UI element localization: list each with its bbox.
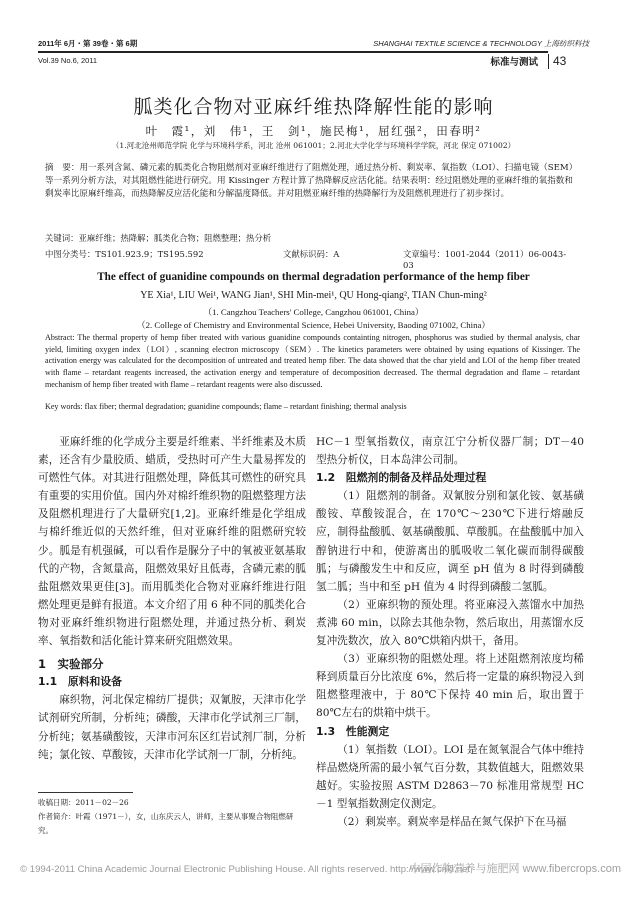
author-bio: 作者简介：叶霞（1971－），女，山东庆云人，讲师，主要从事聚合物阻燃研究。 <box>38 812 294 835</box>
loi-paragraph: （1）氧指数（LOI）。LOI 是在氮氧混合气体中维持样品燃烧所需的最小氧气百分数，其数值越大，阻燃效果越好。实验按照 ASTM D2863－70 标准用常规型 HC－1 型氧指数测定仪测定。 <box>316 743 584 810</box>
subsection-heading: 1.3 性能测定 <box>316 724 390 738</box>
section-heading: 1 实验部分 <box>38 657 104 672</box>
author-list: 叶 霞¹，刘 伟¹，王 剑¹，施民梅¹，屈红强²，田春明² <box>145 124 482 138</box>
header-rule <box>38 51 548 53</box>
paper-title-en: The effect of guanidine compounds on thermal degradation performance of the hemp fiber <box>97 271 530 283</box>
pretreatment-paragraph: （2）亚麻织物的预处理。将亚麻浸入蒸馏水中加热煮沸 60 min，以除去其他杂物，然后取出，用蒸馏水反复冲洗数次，放入 80℃烘箱内烘干，备用。 <box>316 598 584 648</box>
issue-cn: 2011年 6月・第 39卷・第 6期 <box>38 39 138 48</box>
page-number: 43 <box>548 54 566 69</box>
footnote-rule <box>38 792 133 793</box>
clc-number: 中图分类号：TS101.923.9；TS195.592 <box>45 249 204 259</box>
journal-name-en: SHANGHAI TEXTILE SCIENCE & TECHNOLOGY 上海纺织科技 <box>373 39 589 48</box>
subsection-heading: 1.2 阻燃剂的制备及样品处理过程 <box>316 471 487 485</box>
affiliation: （1.河北沧州师范学院 化学与环境科学系，河北 沧州 061001；2.河北大学化学与环境科学学院，河北 保定 071002） <box>111 141 516 150</box>
preparation-paragraph: （1）阻燃剂的制备。双氰胺分别和氯化铵、氨基磺酸铵、草酸铵混合，在 170℃～230℃下进行熔融反应，制得盐酸胍、氨基磺酸胍、草酸胍。在盐酸胍中加入醇钠进行中和，使游离出的胍吸收二氧化碳而制得碳酸胍；与磷酸发生中和反应，调至 pH 值为 8 时得到磷酸氢二胍；当中和至 pH 值为 4 时得到磷酸二氢胍。 <box>316 490 584 593</box>
issue-en: Vol.39 No.6, 2011 <box>38 56 98 65</box>
treatment-paragraph: （3）亚麻织物的阻燃处理。将上述阻燃剂浓度均稀释到质量百分比浓度 6%，然后将一定量的麻织物浸入到阻燃整理液中，于 80℃下保持 40 min 后，取出置于 80℃左右的烘箱中烘干。 <box>316 653 584 720</box>
keywords-cn <box>45 232 573 245</box>
keywords-cn-text: 关键词：亚麻纤维；热降解；胍类化合物；阻燃整理；热分析 <box>45 233 272 243</box>
article-number: 文章编号：1001-2044（2011）06-0043-03 <box>403 249 567 270</box>
char-yield-paragraph: （2）剩炭率。剩炭率是样品在氮气保护下在马福 <box>337 815 567 828</box>
equipment-paragraph: HC－1 型氧指数仪，南京江宁分析仪器厂制；DT－40 型热分析仪，日本岛津公司制。 <box>316 436 584 467</box>
paper-title: 胍类化合物对亚麻纤维热降解性能的影响 <box>133 96 494 118</box>
copyright-text: © 1994-2011 China Academic Journal Electronic Publishing House. All rights reserved. http://www.cnki.net <box>20 864 471 875</box>
section-label: 标准与测试 <box>490 57 538 68</box>
copyright-watermark <box>0 860 627 880</box>
affiliation-en-2: （2. College of Chemistry and Environmental Science, Hebei University, Baoding 071002, China） <box>136 320 491 330</box>
received-date: 收稿日期：2011－02－26 <box>38 798 129 807</box>
document-code: 文献标识码：A <box>283 249 340 259</box>
intro-paragraph: 亚麻纤维的化学成分主要是纤维素、半纤维素及木质素，还含有少量胶质、蜡质，受热时可产生大量易挥发的可燃性气体。对其进行阻燃处理，降低其可燃性的研究具有重要的实用价值。国内外对棉纤维织物的阻燃整理方法及阻燃机理进行了大量研究[1,2]。亚麻纤维是化学组成与棉纤维近似的天然纤维，但对亚麻纤维的阻燃研究较少。胍是有机强碱，可以看作是脲分子中的氧被亚氨基取代的产物，含氮量高，阻燃效果好且低毒，含磷元素的胍盐阻燃效果更佳[3]。而用胍类化合物对亚麻纤维进行阻燃处理更是鲜有报道。本文介绍了用 6 种不同的胍类化合物对亚麻纤维织物进行阻燃处理，并通过热分析、剩炭率、氧指数和活化能计算来研究阻燃效果。 <box>38 436 306 648</box>
site-watermark: 中国作物营养与施肥网 www.fibercrops.com <box>409 863 621 875</box>
author-list-en: YE Xia¹, LIU Wei¹, WANG Jian¹, SHI Min-mei¹, QU Hong-qiang², TIAN Chun-ming² <box>140 290 487 301</box>
affiliation-en-1: （1. Cangzhou Teachers' College, Cangzhou 061001, China） <box>203 307 424 317</box>
body-column-left <box>38 433 306 764</box>
running-header <box>38 38 589 50</box>
abstract-cn: 摘 要：用一系列含氮、磷元素的胍类化合物阻燃剂对亚麻纤维进行了阻燃处理，通过热分析、剩炭率、氧指数（LOI）、扫描电镜（SEM）等一系列分析方法，对其阻燃性能进行研究。用 Kissinger 方程计算了热降解反应活化能。结果表明：经过阻燃处理的亚麻纤维的氧指数和剩炭率比原麻纤维高，而热降解反应活化能和分解温度降低。并对阻燃亚麻纤维的热降解行为及阻燃机理进行了初步探讨。 <box>45 163 573 200</box>
abstract-en: Abstract: The thermal property of hemp fiber treated with various guanidine compounds containting nitrogen, phosphorus was studied by thermal analysis, char yield, limiting oxygen index（LOI）, scanning electron microscopy（SEM）. The kinetics parameters were obtained by using equations of Kissinger. The activation energy was calculated for the decomposition of untreated and treated hemp fiber. The data showed that the char yield and LOI of the hemp fiber treated with flame – retardant reagents increased, the activation energy and temperature of decomposition decreased. The thermal degradation and flame – retardant mechanism of hemp fiber treated with flame – retardant reagents were also discussed. <box>45 333 580 389</box>
subsection-heading: 1.1 原料和设备 <box>38 675 122 689</box>
body-column-right <box>316 433 584 831</box>
materials-paragraph: 麻织物，河北保定棉纺厂提供；双氰胺，天津市化学试剂研究所制，分析纯；磷酸，天津市化学试剂三厂制，分析纯；氨基磺酸铵，天津市河东区红岩试剂厂制，分析纯；氯化铵、草酸铵，天津市化学试剂一厂制，分析纯。 <box>38 694 306 761</box>
running-subheader <box>38 54 548 68</box>
footnote <box>38 796 306 838</box>
classification-row <box>45 248 573 270</box>
keywords-en: Key words: flax fiber; thermal degradation; guanidine compounds; flame – retardant finishing; thermal analysis <box>45 402 407 411</box>
